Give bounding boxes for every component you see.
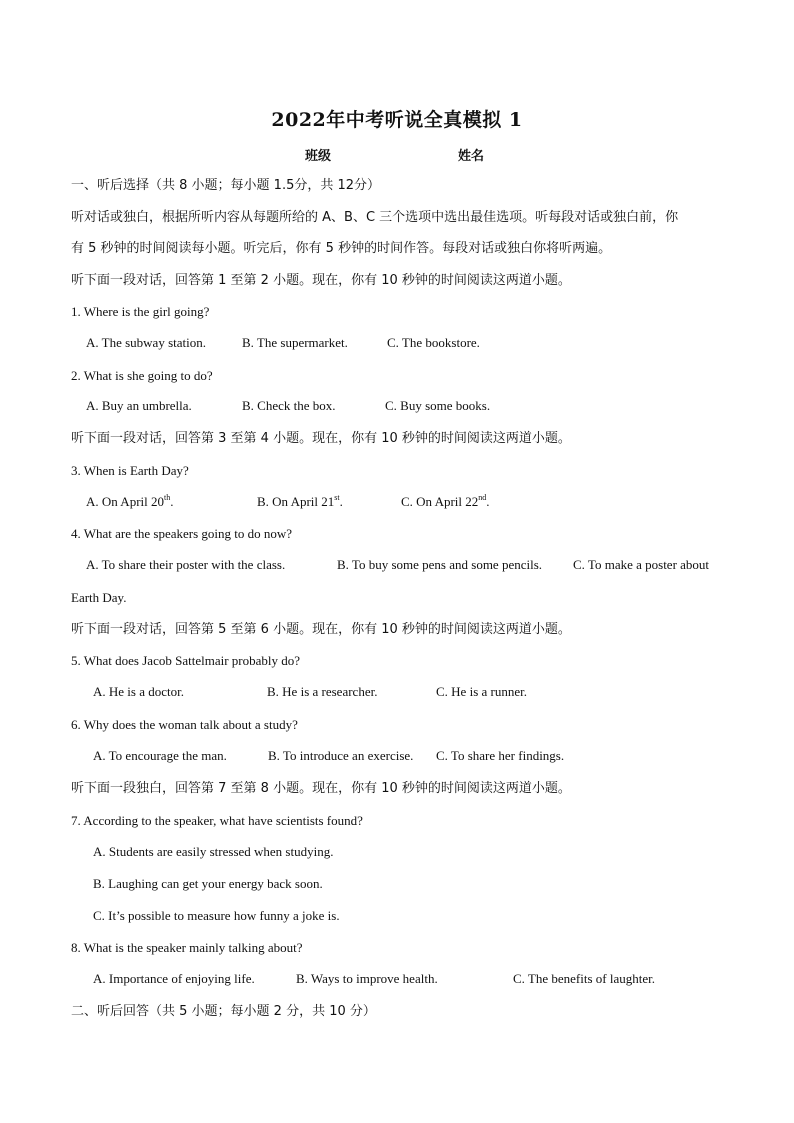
- question-6-options: [0, 748, 794, 766]
- section1-heading: 一、听后选择（共 8 小题；每小题 1.5分，共 12分）: [71, 178, 381, 193]
- q3-option-b-text: B. On April 21: [257, 494, 335, 509]
- q5-option-c: C. He is a runner.: [436, 684, 527, 699]
- section1-instruction-line1: 听对话或独白，根据所听内容从每题所给的 A、B、C 三个选项中选出最佳选项。听每段对话或独白前，你: [71, 210, 679, 225]
- question-5-options: [0, 684, 794, 702]
- section2-heading: 二、听后回答（共 5 小题；每小题 2 分，共 10 分）: [71, 1004, 376, 1019]
- q3-option-b: [257, 494, 343, 510]
- q1-option-b: B. The supermarket.: [242, 335, 348, 350]
- q6-option-b: B. To introduce an exercise.: [268, 748, 414, 763]
- q3-option-c-end: .: [486, 494, 490, 509]
- q3-option-a-end: .: [170, 494, 174, 509]
- group1-instruction: 听下面一段对话，回答第 1 至第 2 小题。现在，你有 10 秒钟的时间阅读这两道小题。: [71, 273, 571, 288]
- question-4-stem: 4. What are the speakers going to do now?: [71, 526, 293, 541]
- page-title: 2022年中考听说全真模拟 1: [271, 109, 523, 131]
- question-6-stem: 6. Why does the woman talk about a study?: [71, 717, 298, 732]
- question-1-stem: 1. Where is the girl going?: [71, 304, 210, 319]
- name-label: 姓名: [458, 149, 485, 164]
- q4-option-b: B. To buy some pens and some pencils.: [337, 557, 543, 572]
- q1-option-c: C. The bookstore.: [387, 335, 480, 350]
- question-3-options: [0, 494, 794, 512]
- class-label: 班级: [305, 149, 332, 164]
- q1-option-a: A. The subway station.: [86, 335, 206, 350]
- q8-option-a: A. Importance of enjoying life.: [93, 971, 255, 986]
- q3-option-c: [401, 494, 490, 510]
- q2-option-c: C. Buy some books.: [385, 398, 491, 413]
- q7-option-b: B. Laughing can get your energy back soon.: [93, 876, 323, 891]
- q5-option-b: B. He is a researcher.: [267, 684, 378, 699]
- q4-option-c-continued: Earth Day.: [71, 590, 127, 605]
- q6-option-c: C. To share her findings.: [436, 748, 565, 763]
- q7-option-c: C. It’s possible to measure how funny a joke is.: [93, 908, 340, 923]
- question-5-stem: 5. What does Jacob Sattelmair probably do?: [71, 653, 301, 668]
- q4-option-a: A. To share their poster with the class.: [86, 557, 286, 572]
- student-info-line: [0, 145, 794, 165]
- q3-option-a: [86, 494, 173, 510]
- group3-instruction: 听下面一段对话，回答第 5 至第 6 小题。现在，你有 10 秒钟的时间阅读这两道小题。: [71, 622, 571, 637]
- q5-option-a: A. He is a doctor.: [93, 684, 184, 699]
- group2-instruction: 听下面一段对话，回答第 3 至第 4 小题。现在，你有 10 秒钟的时间阅读这两道小题。: [71, 431, 571, 446]
- question-4-options: [0, 557, 794, 575]
- question-3-stem: 3. When is Earth Day?: [71, 463, 189, 478]
- group4-instruction: 听下面一段独白，回答第 7 至第 8 小题。现在，你有 10 秒钟的时间阅读这两道小题。: [71, 781, 571, 796]
- q8-option-c: C. The benefits of laughter.: [513, 971, 656, 986]
- question-2-stem: 2. What is she going to do?: [71, 368, 213, 383]
- q3-option-c-text: C. On April 22: [401, 494, 479, 509]
- q7-option-a: A. Students are easily stressed when studying.: [93, 844, 334, 859]
- q3-option-b-suffix: st: [334, 493, 340, 502]
- q3-option-b-end: .: [339, 494, 343, 509]
- q2-option-b: B. Check the box.: [242, 398, 336, 413]
- q4-option-c: C. To make a poster about: [573, 557, 710, 572]
- q3-option-a-text: A. On April 20: [86, 494, 164, 509]
- question-2-options: [0, 398, 794, 416]
- q6-option-a: A. To encourage the man.: [93, 748, 227, 763]
- section1-instruction-line2: 有 5 秒钟的时间阅读每小题。听完后，你有 5 秒钟的时间作答。每段对话或独白你将听两遍。: [71, 241, 612, 256]
- q2-option-a: A. Buy an umbrella.: [86, 398, 192, 413]
- question-7-stem: 7. According to the speaker, what have scientists found?: [71, 813, 363, 828]
- question-1-options: [0, 335, 794, 353]
- q3-option-c-suffix: nd: [478, 493, 487, 502]
- question-8-options: [0, 971, 794, 989]
- q3-option-a-suffix: th: [164, 493, 171, 502]
- question-8-stem: 8. What is the speaker mainly talking about?: [71, 940, 303, 955]
- q8-option-b: B. Ways to improve health.: [296, 971, 438, 986]
